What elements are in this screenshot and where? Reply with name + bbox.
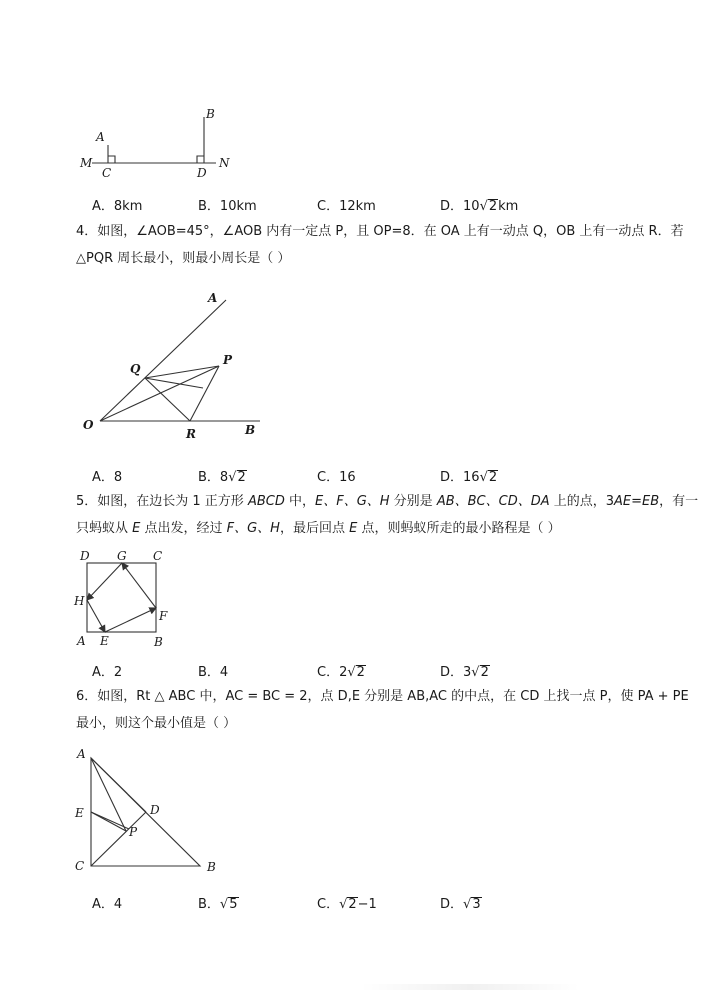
sqrt-icon: √ — [228, 470, 237, 485]
q5-option-b[interactable]: B．4 — [198, 665, 229, 680]
q6-label-b: B — [207, 860, 216, 874]
q5-label-a: A — [77, 634, 86, 648]
q5-path-ef — [105, 608, 156, 632]
q3-label-n: N — [219, 156, 230, 170]
q6-stem-line-2: 最小，则这个最小值是（ ） — [76, 716, 237, 731]
q4-option-b-radicand: 2 — [237, 470, 246, 485]
q6-option-d-prefix: D． — [440, 897, 464, 912]
q3-option-a[interactable]: A．8km — [92, 199, 143, 214]
q5-option-d-radicand: 2 — [480, 665, 489, 680]
q4-segment-pr — [190, 366, 219, 421]
q5-stem-points: E、F、G、H — [315, 494, 390, 509]
q6-label-e: E — [75, 806, 84, 820]
q4-stem-line-2: △PQR 周长最小，则最小周长是（ ） — [76, 251, 291, 266]
q4-segment-op — [100, 366, 219, 421]
q5-stem-points-fgh: F、G、H — [226, 521, 280, 536]
sqrt-icon: √ — [347, 665, 356, 680]
q4-option-c[interactable]: C．16 — [317, 470, 356, 485]
q6-option-d[interactable] — [440, 893, 482, 912]
q3-option-d-radicand: 2 — [488, 199, 498, 214]
q5-label-f: F — [159, 609, 168, 623]
q6-segment-eb — [91, 812, 129, 829]
q4-label-q: Q — [130, 362, 141, 376]
q5-path-he — [87, 600, 105, 632]
q4-stem-line-1: 4．如图，∠AOB=45°，∠AOB 内有一定点 P，且 OP=8．在 OA 上有一动点 Q，OB 上有一动点 R．若 — [76, 224, 684, 239]
q6-label-c: C — [75, 859, 85, 873]
q5-figure — [72, 548, 182, 652]
q6-label-p: P — [129, 825, 138, 839]
q5-label-g: G — [117, 549, 127, 563]
q5-label-e: E — [100, 634, 109, 648]
q5-stem-text: 点，则蚂蚁所走的最小路程是（ ） — [357, 521, 561, 536]
q5-stem-point-e: E — [349, 521, 358, 536]
q6-option-b-radicand: 5 — [229, 897, 238, 912]
q4-label-o: O — [83, 418, 94, 432]
q4-label-a: A — [208, 291, 218, 305]
q5-stem-text: 中， — [284, 494, 315, 509]
q6-stem-line-1: 6．如图，Rt △ ABC 中，AC = BC = 2，点 D,E 分别是 AB,AC 的中点，在 CD 上找一点 P，使 PA + PE — [76, 689, 689, 704]
q4-option-b-prefix: B．8 — [198, 470, 229, 485]
q5-option-d-prefix: D．3 — [440, 665, 472, 680]
q3-label-d: D — [197, 166, 207, 180]
q5-stem-text: 5．如图，在边长为 1 正方形 — [76, 494, 248, 509]
q4-option-b[interactable] — [198, 466, 247, 485]
q5-option-c-radicand: 2 — [356, 665, 365, 680]
q4-label-b: B — [245, 423, 256, 437]
q6-option-c-prefix: C． — [317, 897, 340, 912]
q6-option-a[interactable]: A．4 — [92, 897, 123, 912]
q5-stem-line-2 — [76, 517, 561, 541]
q6-option-b[interactable] — [198, 893, 239, 912]
q6-option-b-prefix: B． — [198, 897, 220, 912]
q3-option-d-suffix: km — [498, 199, 519, 214]
q6-label-d: D — [150, 803, 160, 817]
q5-stem-line-1 — [76, 490, 698, 514]
q5-label-d: D — [80, 549, 90, 563]
q4-label-p: P — [223, 353, 233, 367]
q3-label-b: B — [206, 107, 215, 121]
q6-option-c-suffix: −1 — [357, 897, 377, 912]
page-bottom-shadow — [360, 984, 580, 990]
q5-label-c: C — [153, 549, 163, 563]
q3-label-m: M — [80, 156, 93, 170]
q3-option-b[interactable]: B．10km — [198, 199, 257, 214]
q3-label-a: A — [96, 130, 105, 144]
q3-option-c[interactable]: C．12km — [317, 199, 376, 214]
q5-option-c[interactable] — [317, 661, 366, 680]
q5-stem-sides: AB、BC、CD、DA — [436, 494, 550, 509]
q6-option-c[interactable] — [317, 893, 377, 912]
q5-label-b: B — [154, 635, 163, 649]
q6-segment-ad — [91, 758, 146, 812]
q4-option-a[interactable]: A．8 — [92, 470, 123, 485]
q3-right-angle-c — [108, 156, 115, 163]
q3-option-d-prefix: D．10 — [440, 199, 480, 214]
sqrt-icon: √ — [219, 897, 229, 912]
q4-option-d[interactable] — [440, 466, 498, 485]
q5-stem-text: 上的点，3 — [549, 494, 615, 509]
q5-stem-text: 只蚂蚁从 — [76, 521, 133, 536]
q6-figure — [72, 744, 232, 879]
q5-option-d[interactable] — [440, 661, 490, 680]
q3-figure — [76, 105, 236, 180]
q5-stem-ratio: AE=EB — [614, 494, 660, 509]
sqrt-icon: √ — [479, 470, 488, 485]
sqrt-icon: √ — [339, 897, 348, 912]
sqrt-icon: √ — [463, 897, 472, 912]
q6-option-c-radicand: 2 — [348, 897, 357, 912]
q4-option-d-radicand: 2 — [488, 470, 498, 485]
q4-option-d-prefix: D．16 — [440, 470, 480, 485]
q5-option-c-prefix: C．2 — [317, 665, 348, 680]
q3-label-c: C — [102, 166, 112, 180]
q5-stem-point-e: E — [132, 521, 141, 536]
q5-label-h: H — [74, 594, 85, 608]
q4-ray-oa — [100, 300, 226, 421]
q6-option-d-radicand: 3 — [472, 897, 481, 912]
q4-figure — [76, 288, 276, 443]
q4-label-r: R — [186, 427, 196, 441]
q5-option-a[interactable]: A．2 — [92, 665, 123, 680]
sqrt-icon: √ — [479, 199, 488, 214]
q5-stem-text: ，最后回点 — [279, 521, 350, 536]
q5-stem-text: 点出发，经过 — [140, 521, 227, 536]
q5-path-gh — [87, 563, 122, 600]
q5-stem-text: 分别是 — [389, 494, 437, 509]
sqrt-icon: √ — [471, 665, 480, 680]
q5-stem-square: ABCD — [247, 494, 285, 509]
q5-stem-text: ，有一 — [659, 494, 699, 509]
q6-label-a: A — [77, 747, 86, 761]
q5-path-fg — [122, 563, 156, 608]
q6-segment-cd — [91, 812, 146, 866]
q3-option-d[interactable] — [440, 195, 518, 214]
q5-square — [87, 563, 156, 632]
q3-right-angle-d — [197, 156, 204, 163]
